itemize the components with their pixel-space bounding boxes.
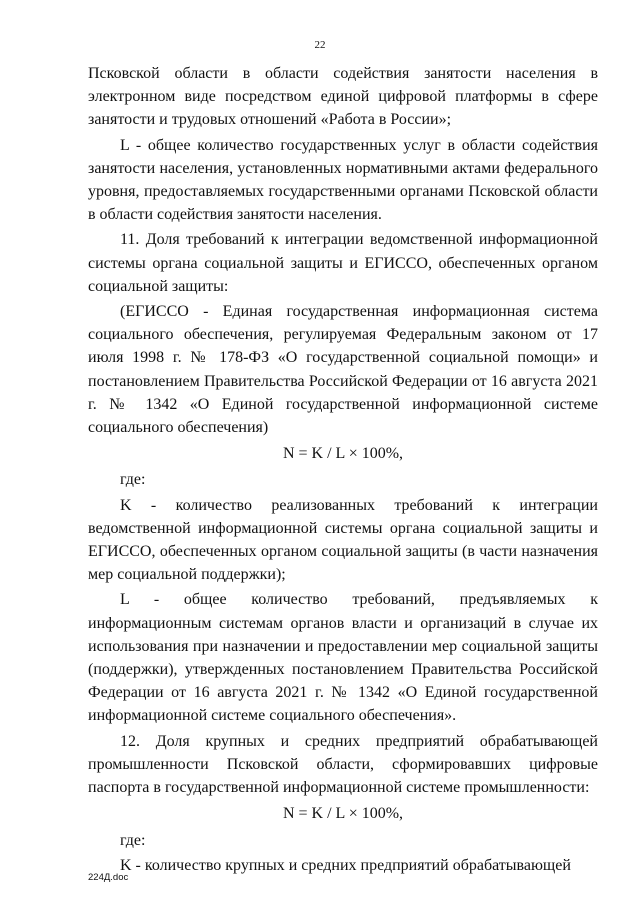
paragraph-intro-continuation: Псковской области в области содействия занятости населения в электронном виде посредством единой цифровой платформы в сфере занятости и трудовых отношений «Работа в России»; bbox=[88, 65, 598, 129]
paragraph-l-definition-item-11: L - общее количество требований, предъявляемых к информационным системам органов власти и организаций в случае их использования при назначении и предоставлении мер социальной защиты (поддержки), утвержденных постановлением Правительства Российской Федерации от 16 августа 2021 г. № 1342 «О Единой государственной информационной системе социального обеспечения». bbox=[88, 591, 598, 725]
page-number: 22 bbox=[314, 39, 326, 51]
paragraph-k-definition-item-11: K - количество реализованных требований к интеграции ведомственной информационной системы органа социальной защиты и ЕГИССО, обеспеченных органом социальной защиты (в части назначения мер социальной поддержки); bbox=[88, 496, 598, 584]
where-label-item-11: где: bbox=[120, 471, 146, 489]
footer-filename: 224Д.doc bbox=[88, 872, 129, 883]
paragraph-egisso-note: (ЕГИССО - Единая государственная информационная система социального обеспечения, регулируемая Федеральным законом от 17 июля 1998 г. № 178-ФЗ «О государственной социальной помощи» и постановлением Правительства Российской Федерации от 16 августа 2021 г. № 1342 «О Единой государственной информационной системе социального обеспечения) bbox=[88, 303, 598, 437]
formula-item-11: N = K / L × 100%, bbox=[282, 445, 404, 463]
where-label-item-12: где: bbox=[120, 831, 146, 849]
paragraph-item-11-heading: 11. Доля требований к интеграции ведомственной информационной системы органа социальной защиты и ЕГИССО, обеспеченных органом социальной защиты: bbox=[88, 231, 598, 295]
document-body bbox=[88, 62, 598, 879]
paragraph-item-12-heading: 12. Доля крупных и средних предприятий обрабатывающей промышленности Псковской области, сформировавших цифровые паспорта в государственной информационной системе промышленности: bbox=[88, 732, 598, 797]
paragraph-l-definition-services: L - общее количество государственных услуг в области содействия занятости населения, установленных нормативными актами федерального уровня, предоставляемых государственными органами Псковской области в области содействия занятости населения. bbox=[88, 136, 598, 224]
formula-item-12: N = K / L × 100%, bbox=[282, 805, 404, 823]
paragraph-k-definition-item-12: K - количество крупных и средних предприятий обрабатывающей bbox=[120, 856, 571, 874]
